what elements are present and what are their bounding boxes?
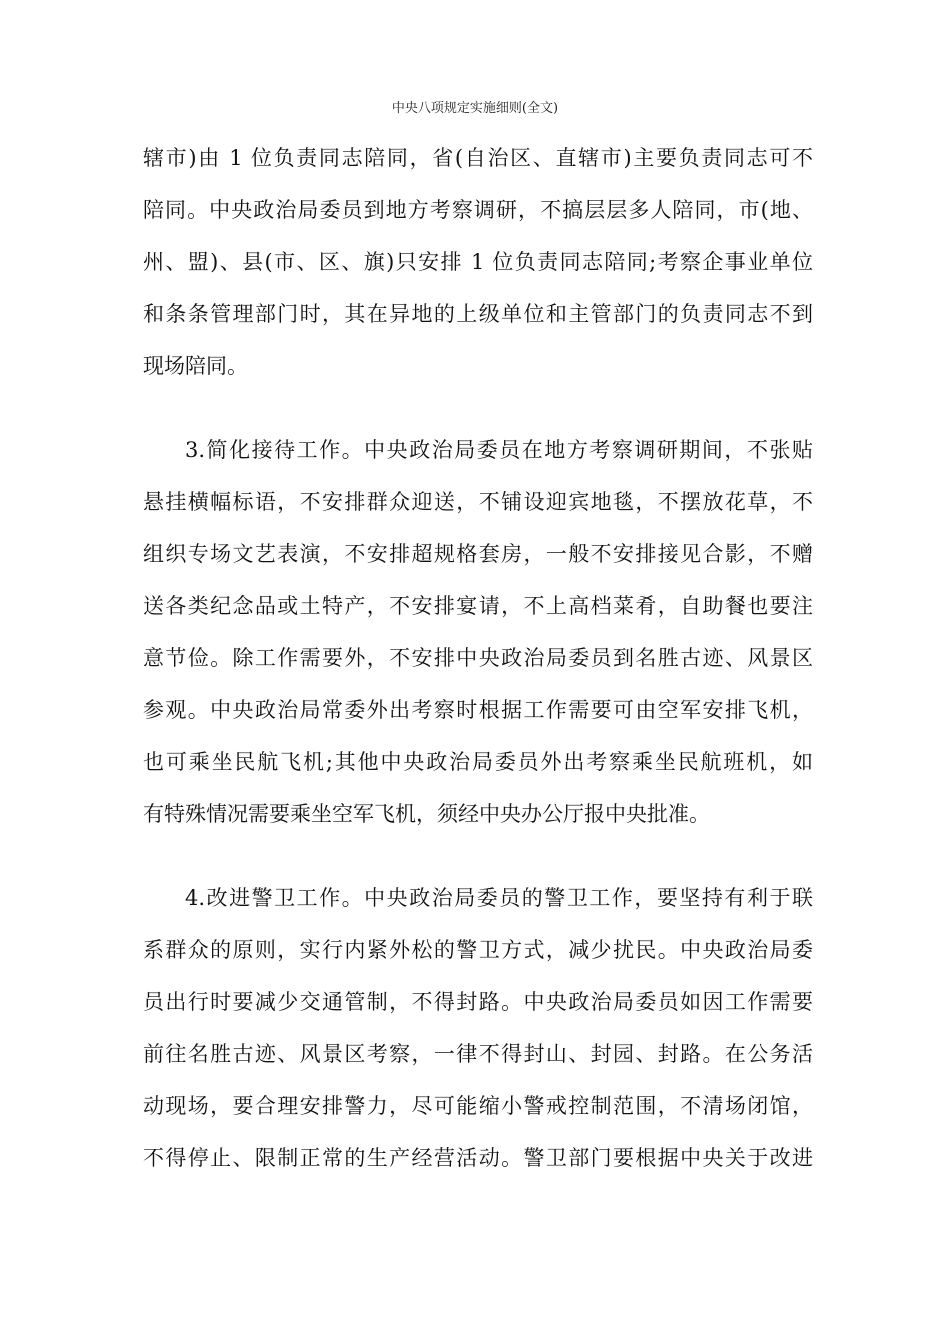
text-line: 和条条管理部门时，其在异地的上级单位和主管部门的负责同志不到	[143, 302, 813, 326]
text-line: 系群众的原则，实行内紧外松的警卫方式，减少扰民。中央政治局委	[143, 938, 813, 962]
text-line: 员出行时要减少交通管制，不得封路。中央政治局委员如因工作需要	[143, 990, 813, 1014]
text-line: 送各类纪念品或土特产，不安排宴请，不上高档菜肴，自助餐也要注	[143, 594, 813, 618]
text-line: 也可乘坐民航飞机;其他中央政治局委员外出考察乘坐民航班机，如	[143, 750, 813, 774]
text-line: 辖市)由 1 位负责同志陪同，省(自治区、直辖市)主要负责同志可不	[143, 146, 813, 170]
text-line: 州、盟)、县(市、区、旗)只安排 1 位负责同志陪同;考察企事业单位	[143, 250, 813, 274]
text-line: 3.简化接待工作。中央政治局委员在地方考察调研期间，不张贴	[185, 438, 813, 462]
text-line: 陪同。中央政治局委员到地方考察调研，不搞层层多人陪同，市(地、	[143, 198, 813, 222]
document-body	[143, 132, 813, 1184]
text-line: 有特殊情况需要乘坐空军飞机，须经中央办公厅报中央批准。	[143, 802, 710, 826]
paragraph-gap	[143, 392, 813, 424]
page-header-title: 中央八项规定实施细则(全文)	[391, 101, 559, 116]
text-line: 不得停止、限制正常的生产经营活动。警卫部门要根据中央关于改进	[143, 1146, 813, 1170]
paragraph-3	[143, 872, 813, 1184]
paragraph-gap	[143, 840, 813, 872]
text-line: 动现场，要合理安排警力，尽可能缩小警戒控制范围，不清场闭馆，	[143, 1094, 813, 1118]
text-line: 参观。中央政治局常委外出考察时根据工作需要可由空军安排飞机，	[143, 698, 813, 722]
text-line: 悬挂横幅标语，不安排群众迎送，不铺设迎宾地毯，不摆放花草，不	[143, 490, 813, 514]
text-line: 前往名胜古迹、风景区考察，一律不得封山、封园、封路。在公务活	[143, 1042, 813, 1066]
text-line: 意节俭。除工作需要外，不安排中央政治局委员到名胜古迹、风景区	[143, 646, 813, 670]
text-line: 4.改进警卫工作。中央政治局委员的警卫工作，要坚持有利于联	[185, 886, 813, 910]
paragraph-1	[143, 132, 813, 392]
text-line: 现场陪同。	[143, 354, 248, 378]
paragraph-2	[143, 424, 813, 840]
text-line: 组织专场文艺表演，不安排超规格套房，一般不安排接见合影，不赠	[143, 542, 813, 566]
